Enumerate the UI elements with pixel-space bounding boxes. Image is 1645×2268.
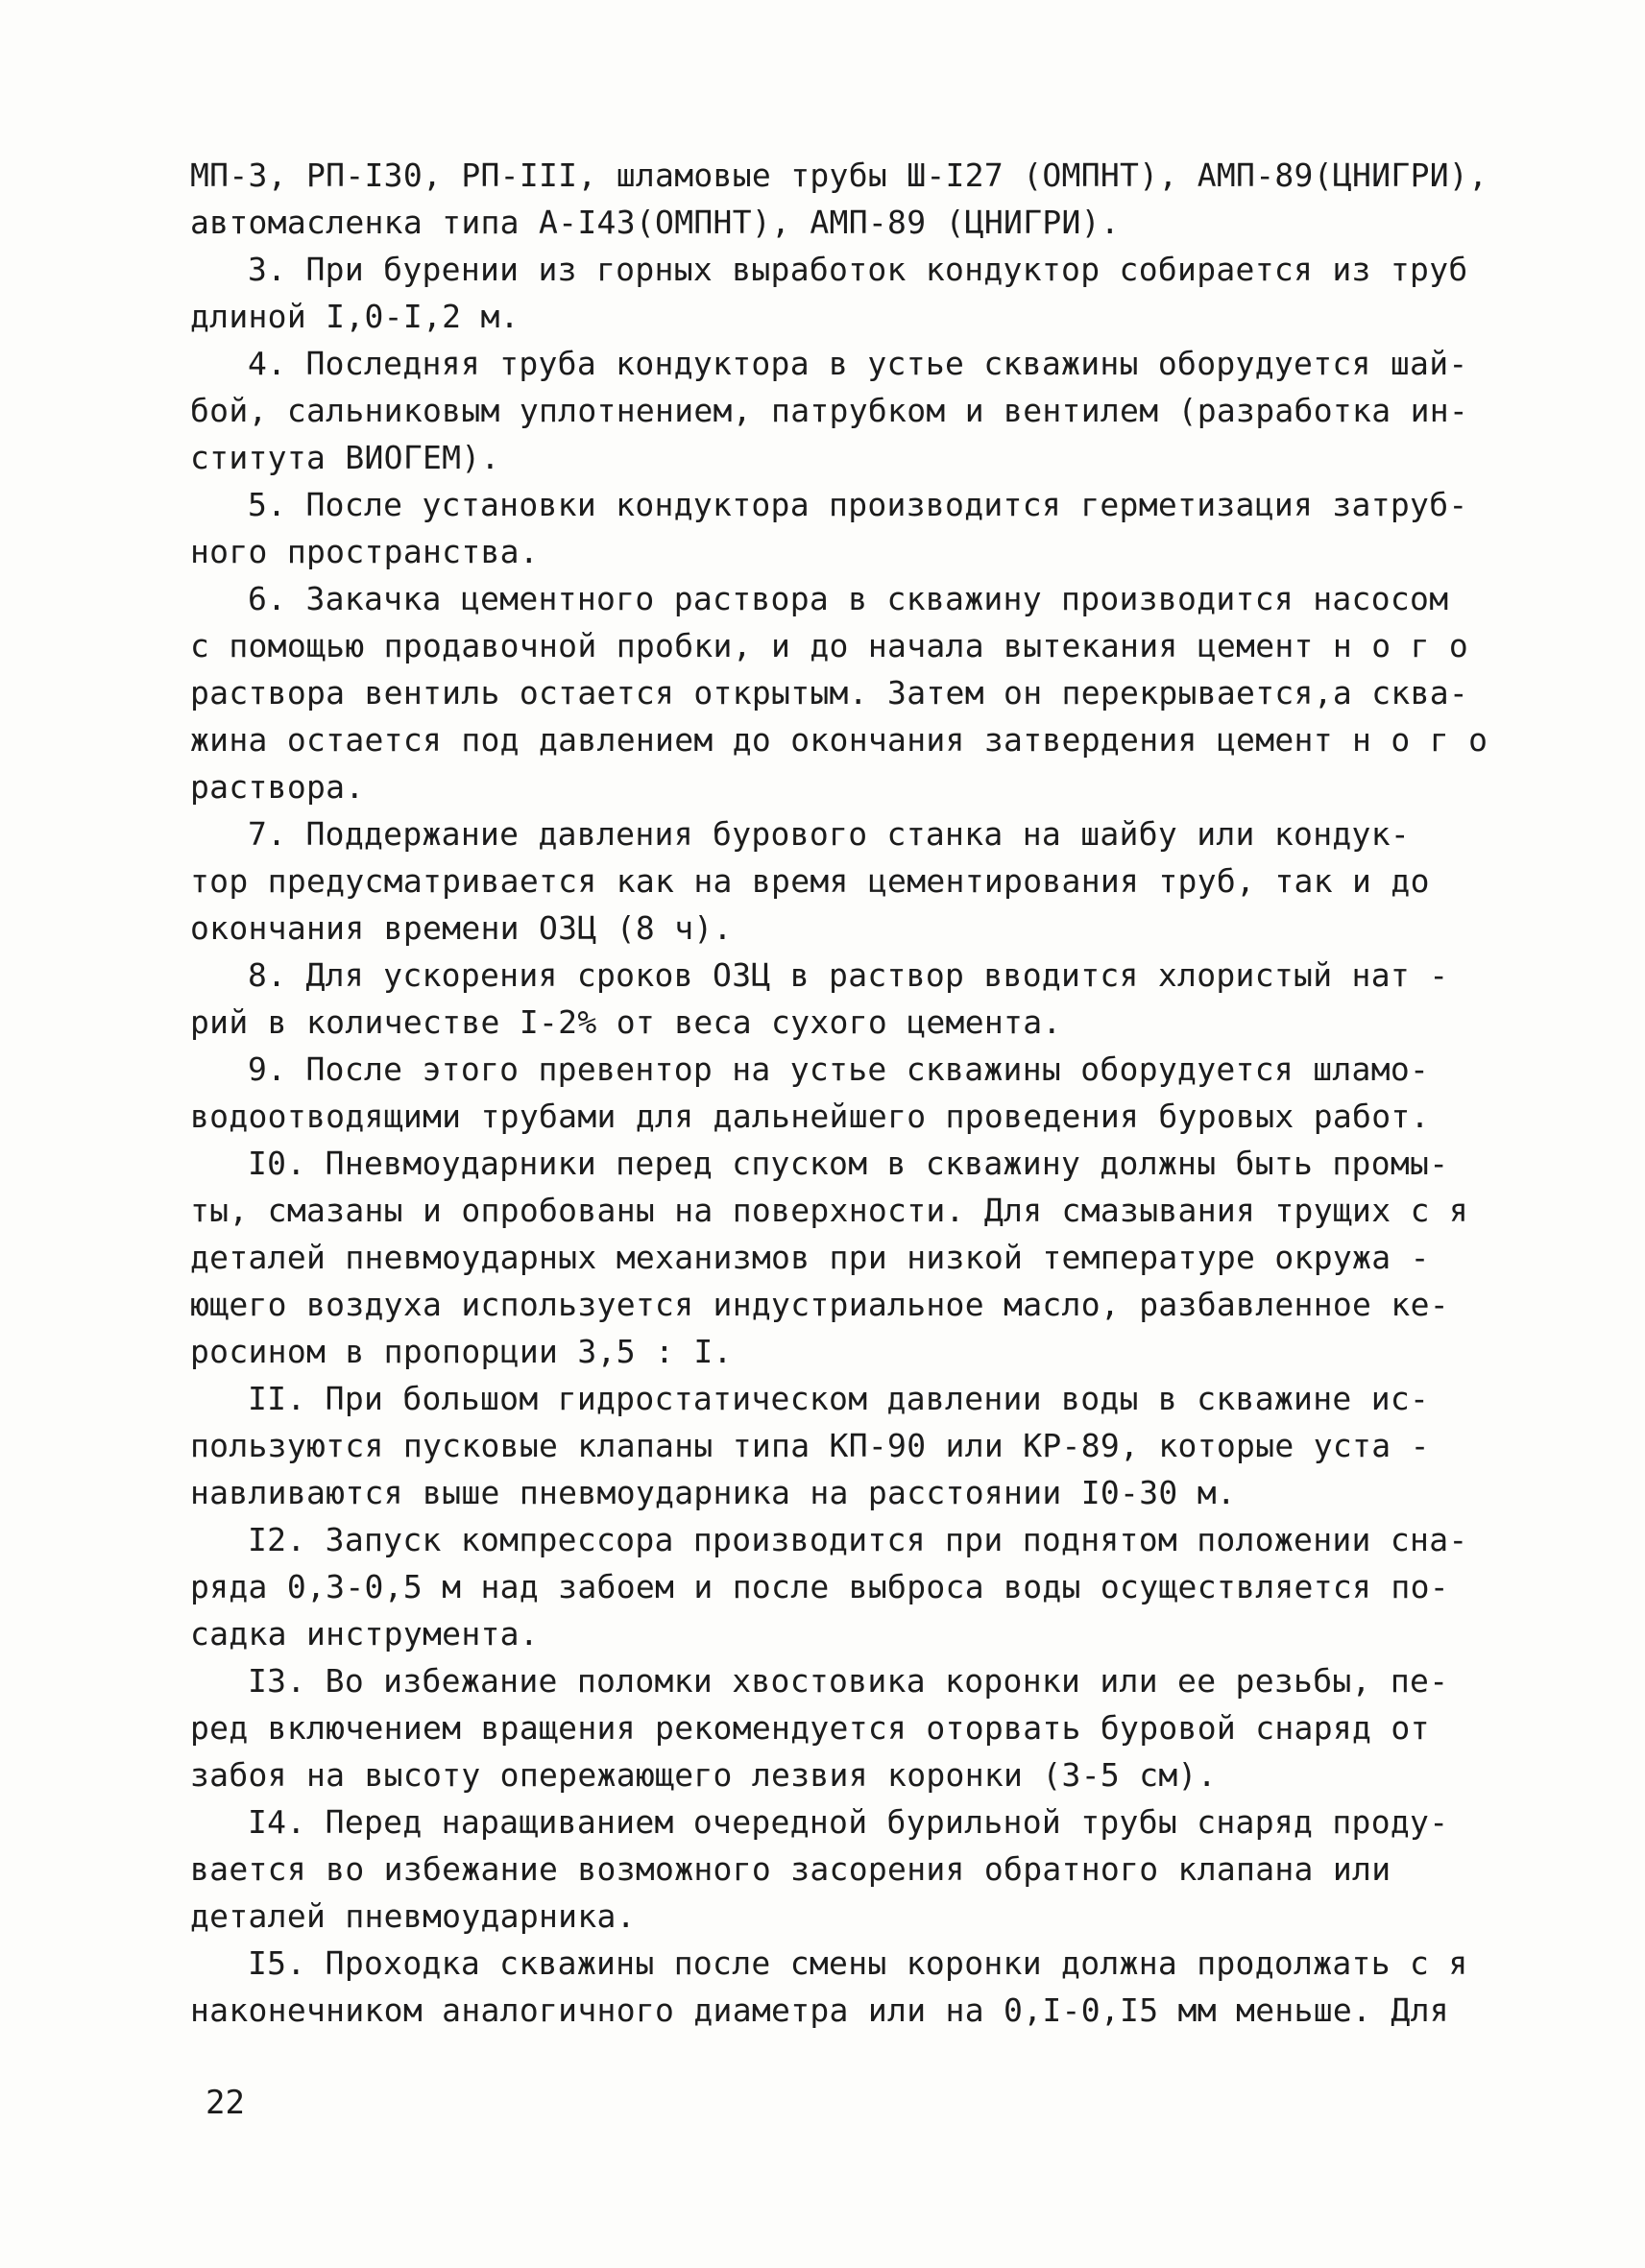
text-line: раствора вентиль остается открытым. Затем он перекрывается,а сква- [190,674,1469,712]
text-line: с помощью продавочной пробки, и до начала вытекания цемент н о г о [190,627,1469,664]
text-line: деталей пневмоударных механизмов при низкой температуре окружа - [190,1239,1430,1276]
paragraph [190,810,1458,952]
text-line: ты, смазаны и опробованы на поверхности. Для смазывания трущих с я [190,1192,1469,1229]
text-line: 5. После установки кондуктора производится герметизация затруб- [248,486,1468,523]
text-line: забоя на высоту опережающего лезвия коронки (3-5 см). [190,1756,1217,1794]
text-line: I4. Перед наращиванием очередной бурильной трубы снаряд проду- [248,1803,1449,1841]
paragraph [190,1657,1458,1798]
text-line: МП-3, РП-I30, РП-III, шламовые трубы Ш-I27 (ОМПНТ), АМП-89(ЦНИГРИ), [190,157,1488,194]
text-line: садка инструмента. [190,1615,540,1653]
paragraph [190,340,1469,481]
paragraph [190,1140,1469,1375]
text-line: ред включением вращения рекомендуется оторвать буровой снаряд от [190,1709,1430,1747]
text-line: 8. Для ускорения сроков ОЗЦ в раствор вводится хлористый нат - [248,956,1449,994]
paragraph [190,152,1488,246]
paragraph [190,1516,1468,1657]
text-line: бой, сальниковым уплотнением, патрубком и вентилем (разработка ин- [190,392,1469,429]
text-line: I3. Во избежание поломки хвостовика коронки или ее резьбы, пе- [248,1662,1449,1700]
page-number: 22 [206,2084,245,2122]
text-line: навливаются выше пневмоударника на расстоянии I0-30 м. [190,1474,1237,1511]
text-line: пользуются пусковые клапаны типа КП-90 или КР-89, которые уста - [190,1427,1430,1464]
text-line: наконечником аналогичного диаметра или на 0,I-0,I5 мм меньше. Для [190,1991,1449,2029]
text-line: раствора. [190,768,365,806]
paragraph [190,1798,1458,1940]
text-line: водоотводящими трубами для дальнейшего проведения буровых работ. [190,1098,1430,1135]
paragraph [190,1375,1458,1516]
text-line: вается во избежание возможного засорения обратного клапана или [190,1850,1391,1888]
text-line: ряда 0,3-0,5 м над забоем и после выброса воды осуществляется по- [190,1568,1449,1605]
text-line: I5. Проходка скважины после смены коронки должна продолжать с я [248,1944,1468,1982]
text-line: рий в количестве I-2% от веса сухого цемента. [190,1003,1062,1041]
text-line: 6. Закачка цементного раствора в скважину производится насосом [248,580,1449,617]
text-line: ститута ВИОГЕМ). [190,439,500,476]
text-line: 3. При бурении из горных выработок кондуктор собирается из труб [248,251,1468,288]
text-line: I0. Пневмоударники перед спуском в скважину должны быть промы- [248,1145,1449,1182]
paragraph [190,246,1468,340]
text-line: автомасленка типа А-I43(ОМПНТ), АМП-89 (ЦНИГРИ). [190,204,1121,241]
paragraph [190,481,1468,575]
text-line: длиной I,0-I,2 м. [190,298,520,335]
text-line: 4. Последняя труба кондуктора в устье скважины оборудуется шай- [248,345,1468,382]
text-line: 7. Поддержание давления бурового станка на шайбу или кондук- [248,815,1411,853]
text-line: II. При большом гидростатическом давлении воды в скважине ис- [248,1380,1430,1417]
text-line: деталей пневмоударника. [190,1897,636,1935]
text-line: окончания времени ОЗЦ (8 ч). [190,909,733,947]
paragraph [190,1940,1468,2034]
text-line: жина остается под давлением до окончания затвердения цемент н о г о [190,721,1488,759]
text-line: тор предусматривается как на время цементирования труб, так и до [190,862,1430,900]
paragraph [190,575,1488,810]
text-line: ющего воздуха используется индустриальное масло, разбавленное ке- [190,1286,1449,1323]
body-text [190,152,1488,2034]
paragraph [190,1046,1458,1140]
text-line: 9. После этого превентор на устье скважины оборудуется шламо- [248,1050,1430,1088]
paragraph [190,952,1458,1046]
text-line: I2. Запуск компрессора производится при поднятом положении сна- [248,1521,1468,1558]
text-line: росином в пропорции 3,5 : I. [190,1333,733,1370]
text-line: ного пространства. [190,533,540,570]
